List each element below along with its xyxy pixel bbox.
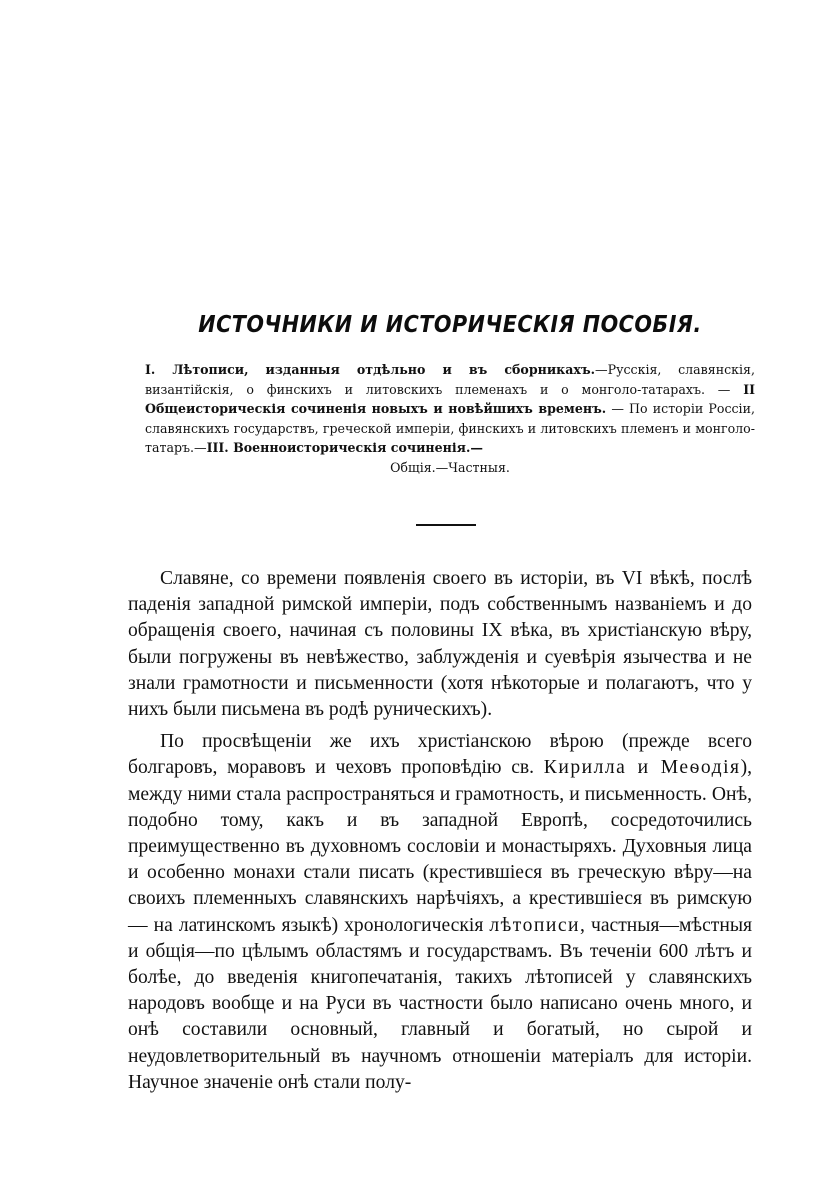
summary-section-2-text: — По исторіи Россіи, славянскихъ государствъ, греческой имперіи, финскихъ и литовскихъ племенъ и монголо-татаръ.— (145, 401, 755, 456)
summary-section-3-heading: III. Военноисторическія сочиненія.— (206, 440, 483, 456)
body-text (128, 566, 752, 1096)
paragraph-2-term: лѣтописи (489, 914, 581, 936)
paragraph-2 (128, 729, 752, 1096)
paragraph-2-part-c: , частныя—мѣстныя и общія—по цѣлымъ областямъ и государствамъ. Въ теченіи 600 лѣтъ и болѣе, до введенія книгопечатанія, такихъ лѣтописей у славянскихъ народовъ вообще и на Руси въ частности было написано очень много, и онѣ составили основный, главный и богатый, но сырой и неудовлетворительный въ научномъ отношеніи матеріалъ для исторіи. Научное значеніе онѣ стали полу- (128, 914, 752, 1093)
paragraph-2-part-a: По просвѣщеніи же ихъ христіанскою вѣрою (прежде всего болгаровъ, моравовъ и чеховъ проповѣдію св. (128, 731, 752, 779)
paragraph-1: Славяне, со времени появленія своего въ исторіи, въ VI вѣкѣ, послѣ паденія западной римской имперіи, подъ собственнымъ названіемъ и до обращенія своего, начиная съ половины IX вѣка, въ христіанскую вѣру, были погружены въ невѣжество, заблужденія и суевѣрія язычества и не знали грамотности и письменности (хотя нѣкоторые и полагаютъ, что у нихъ были письмена въ родѣ руническихъ). (128, 568, 752, 721)
summary-section-1-text: —Русскія, славянскія, византійскія, о финскихъ и литовскихъ племенахъ и о монголо-татарахъ. — (145, 362, 756, 397)
section-divider-rule (416, 524, 476, 526)
summary-section-3-text: Общія.—Частныя. (390, 459, 510, 475)
paragraph-2-part-b: ), между ними стала распространяться и грамотность, и письменность. Онѣ, подобно тому, какъ и въ западной Европѣ, сосредоточились преимущественно въ духовномъ сословіи и монастыряхъ. Духовныя лица и особенно монахи стали писать (крестившіеся въ греческую вѣру—на своихъ племенныхъ славянскихъ нарѣчіяхъ, а крестившіеся въ римскую — на латинскомъ языкѣ) хронологическія (128, 757, 753, 936)
summary-section-1-heading: I. Лѣтописи, изданныя отдѣльно и въ сборникахъ. (145, 362, 595, 377)
paragraph-2-names: Кирилла и Меѳодія (543, 757, 741, 779)
summary-section-2-heading: II Общеисторическія сочиненія новыхъ и новѣйшихъ временъ. (145, 381, 755, 417)
chapter-summary (145, 360, 755, 478)
chapter-title: ИСТОЧНИКИ И ИСТОРИЧЕСКІЯ ПОСОБІЯ. (198, 312, 702, 338)
